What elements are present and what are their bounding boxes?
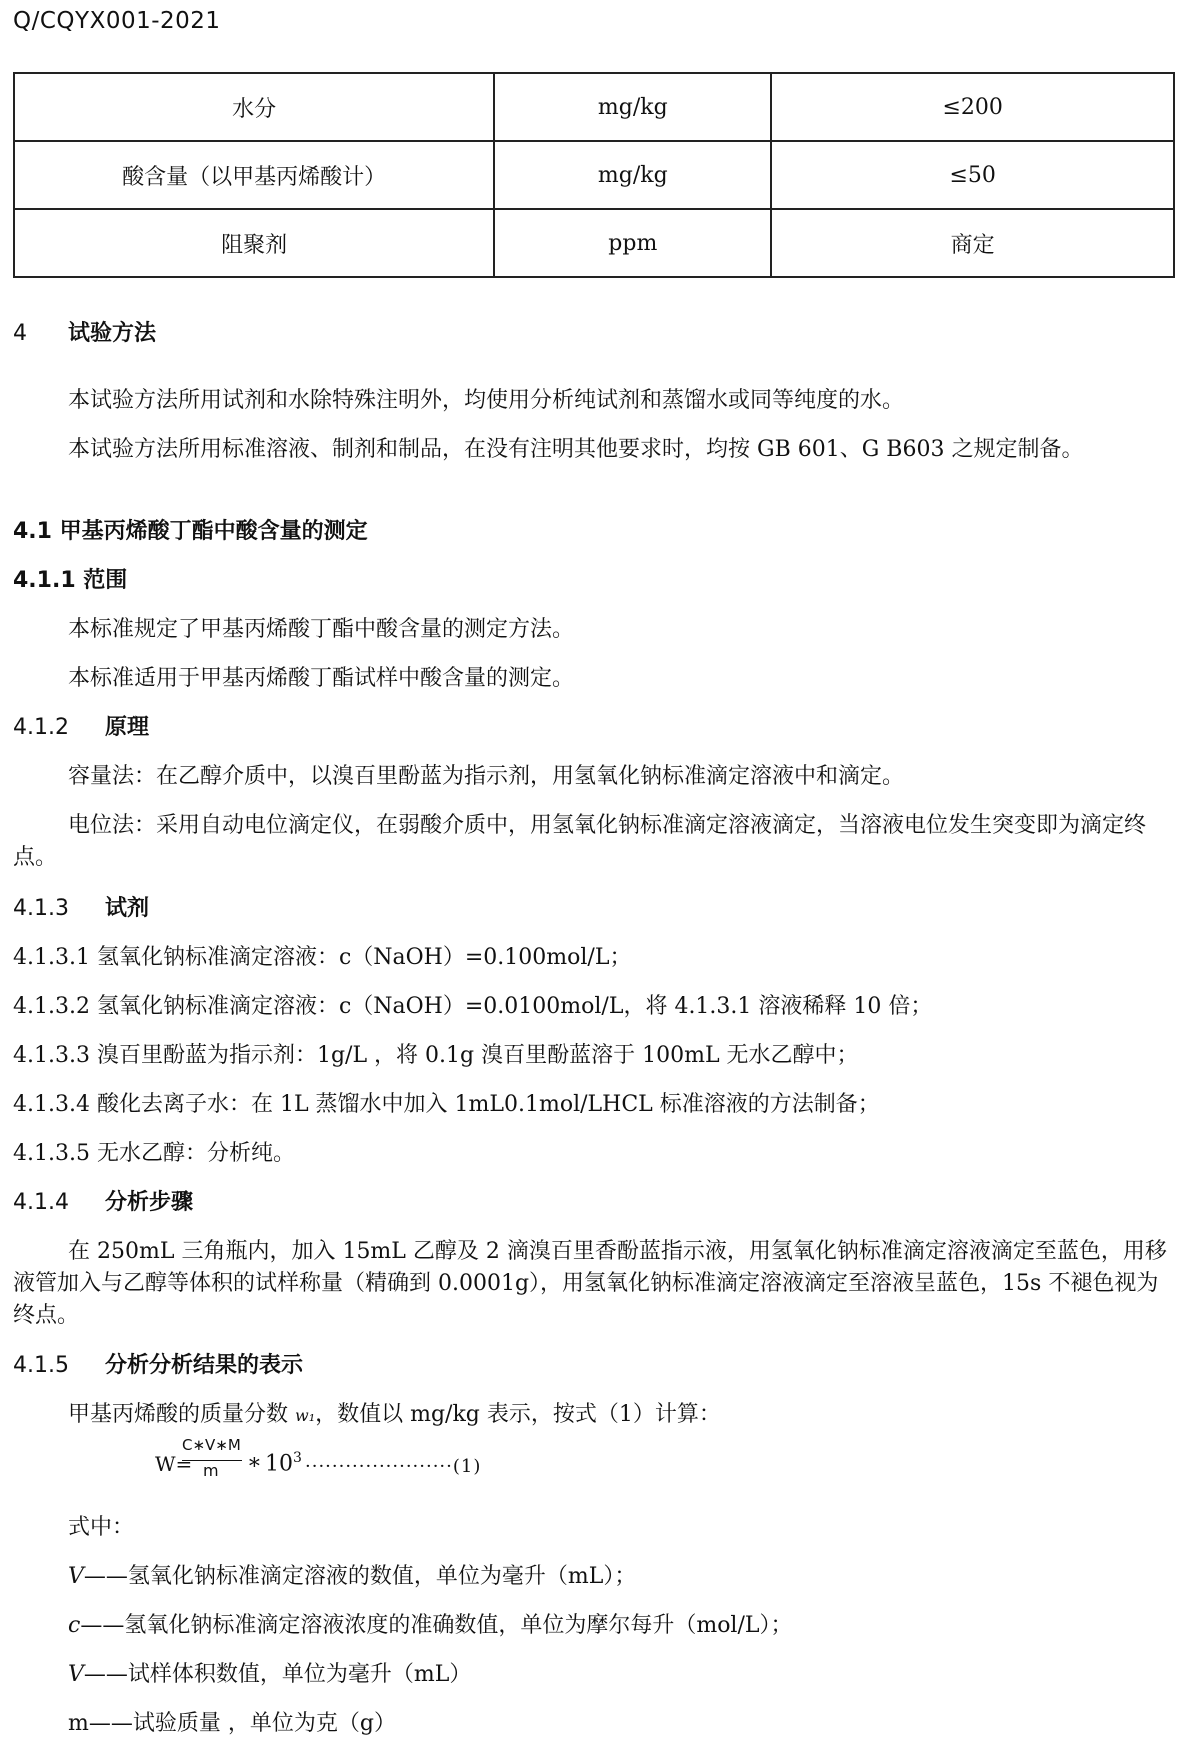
list-item: 4.1.3.1 氢氧化钠标准滴定溶液：c（NaOH）=0.100mol/L； — [13, 945, 632, 970]
formula-numerator: C∗V∗M — [182, 1436, 241, 1454]
table-cell-unit: mg/kg — [494, 141, 771, 209]
table-cell-item: 阻聚剂 — [14, 209, 494, 277]
def-symbol: V — [68, 1662, 84, 1687]
definition-item — [68, 1659, 1200, 1691]
paragraph: 容量法：在乙醇介质中，以溴百里酚蓝为指示剂，用氢氧化钠标准滴定溶液中和滴定。 — [68, 764, 905, 789]
section-number: 4.1.2 — [13, 715, 69, 740]
paragraph: 电位法：采用自动电位滴定仪，在弱酸介质中，用氢氧化钠标准滴定溶液滴定，当溶液电位发生突变即为滴定终点。 — [13, 813, 1147, 870]
where-label: 式中： — [68, 1515, 135, 1540]
section-4-1-1-heading: 4.1.1 范围 — [13, 568, 128, 593]
variable-w1: w₁ — [295, 1406, 316, 1425]
section-4-1-heading: 4.1 甲基丙烯酸丁酯中酸含量的测定 — [13, 519, 368, 544]
section-4-1-5-heading — [13, 1350, 1178, 1382]
table-cell-value: 商定 — [771, 209, 1174, 277]
paragraph: 本试验方法所用试剂和水除特殊注明外，均使用分析纯试剂和蒸馏水或同等纯度的水。 — [68, 388, 905, 413]
section-number: 4.1.3 — [13, 896, 69, 921]
section-title: 试剂 — [105, 896, 150, 921]
formula-leader — [305, 1456, 481, 1477]
paragraph: 本标准适用于甲基丙烯酸丁酯试样中酸含量的测定。 — [68, 666, 575, 691]
paragraph — [68, 1399, 1200, 1432]
equation-number: (1) — [452, 1456, 482, 1477]
list-item: 4.1.3.2 氢氧化钠标准滴定溶液：c（NaOH）=0.0100mol/L，将 4.1.3.1 溶液稀释 10 倍； — [13, 994, 933, 1019]
def-symbol: m — [68, 1711, 89, 1736]
section-title: 分析步骤 — [105, 1190, 194, 1215]
definition-item — [68, 1708, 1200, 1740]
table-row — [14, 73, 1174, 141]
definition-item — [68, 1561, 1200, 1593]
section-number: 4.1.5 — [13, 1353, 69, 1378]
spec-table — [13, 72, 1175, 278]
section-4-heading — [13, 318, 1178, 350]
document-id: Q/CQYX001-2021 — [13, 8, 221, 34]
def-text: ——氢氧化钠标准滴定溶液的数值，单位为毫升（mL）； — [83, 1564, 637, 1589]
def-text: ——氢氧化钠标准滴定溶液浓度的准确数值，单位为摩尔每升（mol/L）； — [80, 1613, 793, 1638]
formula-power — [265, 1450, 302, 1476]
formula-multiply: ∗ — [247, 1450, 262, 1475]
formula-lhs: W= — [155, 1452, 193, 1476]
section-title: 试验方法 — [68, 321, 157, 346]
paragraph: 本试验方法所用标准溶液、制剂和制品，在没有注明其他要求时，均按 GB 601、G B603 之规定制备。 — [68, 437, 1084, 462]
section-title: 分析分析结果的表示 — [105, 1353, 304, 1378]
power-exponent: 3 — [293, 1450, 302, 1466]
paragraph: 本标准规定了甲基丙烯酸丁酯中酸含量的测定方法。 — [68, 617, 575, 642]
paragraph: 在 250mL 三角瓶内，加入 15mL 乙醇及 2 滴溴百里香酚蓝指示液，用氢氧化钠标准滴定溶液滴定至蓝色，用移液管加入与乙醇等体积的试样称量（精确到 0.0001g），用氢氧化钠标准滴定溶液滴定至溶液呈蓝色，15s 不褪色视为终点。 — [13, 1239, 1167, 1328]
section-number: 4.1.4 — [13, 1190, 69, 1215]
list-item: 4.1.3.5 无水乙醇：分析纯。 — [13, 1141, 295, 1166]
table-cell-item: 酸含量（以甲基丙烯酸计） — [14, 141, 494, 209]
def-symbol: V — [68, 1564, 84, 1589]
section-number: 4 — [13, 321, 27, 346]
table-cell-value: ≤50 — [771, 141, 1174, 209]
table-cell-value: ≤200 — [771, 73, 1174, 141]
section-title: 原理 — [105, 715, 150, 740]
definition-item — [68, 1610, 1200, 1642]
table-cell-unit: ppm — [494, 209, 771, 277]
def-symbol: c — [68, 1613, 81, 1638]
def-text: ——试验质量 ，单位为克（g） — [88, 1711, 396, 1736]
formula-denominator: m — [203, 1461, 219, 1480]
leader-dots: ······················ — [305, 1456, 453, 1477]
section-4-1-2-heading — [13, 712, 1178, 744]
table-row — [14, 141, 1174, 209]
intro-text: ，数值以 mg/kg 表示，按式（1）计算： — [315, 1402, 721, 1427]
table-cell-unit: mg/kg — [494, 73, 771, 141]
table-row — [14, 209, 1174, 277]
section-4-1-3-heading — [13, 893, 1178, 925]
intro-text: 甲基丙烯酸的质量分数 — [68, 1402, 295, 1427]
power-base: 10 — [265, 1451, 293, 1477]
section-4-1-4-heading — [13, 1187, 1178, 1219]
list-item: 4.1.3.3 溴百里酚蓝为指示剂：1g/L ，将 0.1g 溴百里酚蓝溶于 100mL 无水乙醇中； — [13, 1043, 859, 1068]
list-item: 4.1.3.4 酸化去离子水：在 1L 蒸馏水中加入 1mL0.1mol/LHCL 标准溶液的方法制备； — [13, 1092, 880, 1117]
def-text: ——试样体积数值，单位为毫升（mL） — [83, 1662, 472, 1687]
table-cell-item: 水分 — [14, 73, 494, 141]
